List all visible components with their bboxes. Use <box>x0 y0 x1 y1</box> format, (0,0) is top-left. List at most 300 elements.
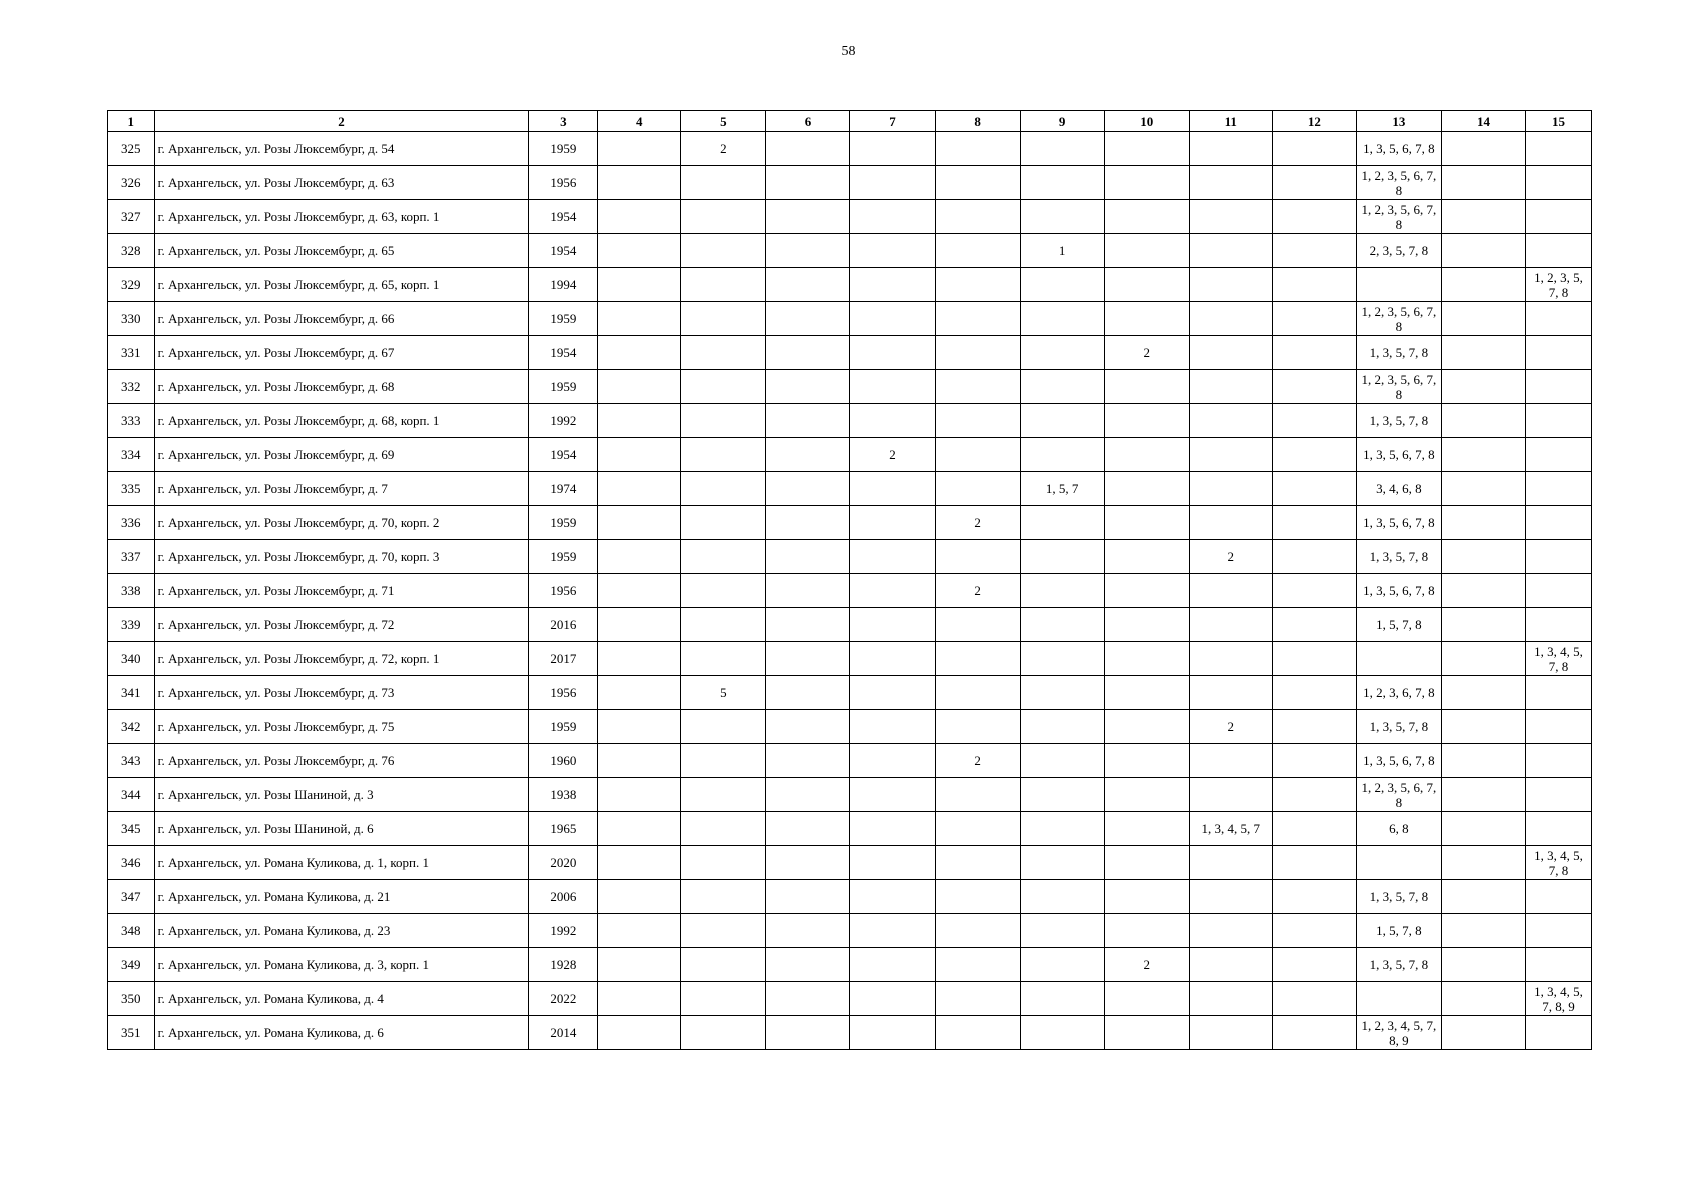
table-cell-col-13 <box>1356 642 1441 676</box>
table-cell-col-9 <box>1020 914 1104 948</box>
year-cell: 1959 <box>529 540 598 574</box>
column-header-11: 11 <box>1189 111 1272 132</box>
table-cell-col-6 <box>766 846 850 880</box>
table-cell-col-5 <box>681 302 766 336</box>
table-cell-col-4 <box>598 506 681 540</box>
table-cell-col-7 <box>850 778 935 812</box>
table-cell-col-8 <box>935 234 1020 268</box>
row-number-cell: 327 <box>108 200 155 234</box>
header-row <box>108 111 1592 132</box>
table-cell-col-4 <box>598 404 681 438</box>
table-row <box>108 948 1592 982</box>
table-cell-col-13 <box>1356 846 1441 880</box>
table-cell-col-5 <box>681 438 766 472</box>
table-cell-col-10 <box>1104 574 1189 608</box>
table-cell-col-11 <box>1189 744 1272 778</box>
table-cell-col-10 <box>1104 1016 1189 1050</box>
table-cell-col-5 <box>681 948 766 982</box>
table-cell-col-7 <box>850 1016 935 1050</box>
year-cell: 1956 <box>529 166 598 200</box>
table-cell-col-8 <box>935 676 1020 710</box>
table-cell-col-7 <box>850 642 935 676</box>
table-cell-col-8 <box>935 268 1020 302</box>
column-header-12: 12 <box>1272 111 1356 132</box>
table-cell-col-13: 1, 3, 5, 6, 7, 8 <box>1356 744 1441 778</box>
row-number-cell: 330 <box>108 302 155 336</box>
table-cell-col-14 <box>1441 982 1525 1016</box>
table-cell-col-4 <box>598 710 681 744</box>
row-number-cell: 328 <box>108 234 155 268</box>
table-cell-col-10 <box>1104 370 1189 404</box>
table-cell-col-8 <box>935 336 1020 370</box>
table-cell-col-13: 1, 3, 5, 7, 8 <box>1356 948 1441 982</box>
address-cell: г. Архангельск, ул. Розы Люксембург, д. 7 <box>154 472 529 506</box>
table-cell-col-12 <box>1272 166 1356 200</box>
row-number-cell: 348 <box>108 914 155 948</box>
table-cell-col-13: 3, 4, 6, 8 <box>1356 472 1441 506</box>
table-cell-col-7 <box>850 268 935 302</box>
column-header-10: 10 <box>1104 111 1189 132</box>
address-cell: г. Архангельск, ул. Розы Люксембург, д. 73 <box>154 676 529 710</box>
table-cell-col-8 <box>935 166 1020 200</box>
table-cell-col-11 <box>1189 132 1272 166</box>
table-cell-col-7 <box>850 234 935 268</box>
table-body <box>108 132 1592 1050</box>
table-cell-col-9 <box>1020 982 1104 1016</box>
table-cell-col-9 <box>1020 336 1104 370</box>
table-cell-col-5 <box>681 914 766 948</box>
table-cell-col-14 <box>1441 812 1525 846</box>
table-cell-col-4 <box>598 234 681 268</box>
table-row <box>108 404 1592 438</box>
row-number-cell: 339 <box>108 608 155 642</box>
table-cell-col-9 <box>1020 948 1104 982</box>
table-cell-col-9 <box>1020 166 1104 200</box>
table-cell-col-15 <box>1526 166 1592 200</box>
row-number-cell: 350 <box>108 982 155 1016</box>
table-cell-col-10 <box>1104 778 1189 812</box>
table-row <box>108 846 1592 880</box>
row-number-cell: 338 <box>108 574 155 608</box>
table-cell-col-6 <box>766 472 850 506</box>
table-row <box>108 438 1592 472</box>
year-cell: 2006 <box>529 880 598 914</box>
table-cell-col-10 <box>1104 540 1189 574</box>
table-cell-col-6 <box>766 880 850 914</box>
table-cell-col-10 <box>1104 642 1189 676</box>
table-cell-col-11 <box>1189 608 1272 642</box>
table-cell-col-4 <box>598 982 681 1016</box>
table-cell-col-14 <box>1441 370 1525 404</box>
table-cell-col-4 <box>598 370 681 404</box>
table-cell-col-8: 2 <box>935 506 1020 540</box>
table-row <box>108 302 1592 336</box>
table-cell-col-10 <box>1104 234 1189 268</box>
table-cell-col-11: 2 <box>1189 710 1272 744</box>
year-cell: 1956 <box>529 574 598 608</box>
table-cell-col-8 <box>935 846 1020 880</box>
row-number-cell: 337 <box>108 540 155 574</box>
table-cell-col-11 <box>1189 880 1272 914</box>
table-cell-col-10: 2 <box>1104 948 1189 982</box>
row-number-cell: 335 <box>108 472 155 506</box>
table-cell-col-5 <box>681 710 766 744</box>
table-cell-col-15 <box>1526 438 1592 472</box>
table-cell-col-15 <box>1526 914 1592 948</box>
table-cell-col-4 <box>598 676 681 710</box>
table-cell-col-13: 2, 3, 5, 7, 8 <box>1356 234 1441 268</box>
table-cell-col-9 <box>1020 404 1104 438</box>
table-cell-col-15 <box>1526 302 1592 336</box>
table-cell-col-14 <box>1441 846 1525 880</box>
table-cell-col-11 <box>1189 982 1272 1016</box>
table-cell-col-15 <box>1526 234 1592 268</box>
table-cell-col-7 <box>850 200 935 234</box>
table-cell-col-8 <box>935 302 1020 336</box>
table-cell-col-5 <box>681 268 766 302</box>
table-cell-col-8 <box>935 540 1020 574</box>
table-cell-col-11 <box>1189 234 1272 268</box>
table-cell-col-6 <box>766 540 850 574</box>
year-cell: 2022 <box>529 982 598 1016</box>
table-cell-col-9 <box>1020 1016 1104 1050</box>
column-header-6: 6 <box>766 111 850 132</box>
address-cell: г. Архангельск, ул. Розы Люксембург, д. 70, корп. 2 <box>154 506 529 540</box>
table-cell-col-4 <box>598 438 681 472</box>
table-cell-col-9 <box>1020 608 1104 642</box>
table-cell-col-15: 1, 3, 4, 5, 7, 8, 9 <box>1526 982 1592 1016</box>
table-cell-col-15 <box>1526 574 1592 608</box>
table-cell-col-14 <box>1441 506 1525 540</box>
column-header-14: 14 <box>1441 111 1525 132</box>
table-cell-col-11 <box>1189 166 1272 200</box>
table-cell-col-11 <box>1189 574 1272 608</box>
table-cell-col-15 <box>1526 404 1592 438</box>
table-cell-col-13: 1, 2, 3, 5, 6, 7, 8 <box>1356 200 1441 234</box>
table-cell-col-8 <box>935 948 1020 982</box>
table-cell-col-9 <box>1020 302 1104 336</box>
table-cell-col-15 <box>1526 608 1592 642</box>
table-cell-col-9 <box>1020 200 1104 234</box>
table-row <box>108 200 1592 234</box>
table-cell-col-11 <box>1189 676 1272 710</box>
table-cell-col-5 <box>681 336 766 370</box>
table-cell-col-14 <box>1441 642 1525 676</box>
table-cell-col-13: 1, 2, 3, 5, 6, 7, 8 <box>1356 302 1441 336</box>
table-cell-col-14 <box>1441 676 1525 710</box>
row-number-cell: 349 <box>108 948 155 982</box>
table-cell-col-14 <box>1441 268 1525 302</box>
table-cell-col-13: 1, 2, 3, 5, 6, 7, 8 <box>1356 778 1441 812</box>
table-cell-col-12 <box>1272 132 1356 166</box>
table-cell-col-5 <box>681 404 766 438</box>
table-cell-col-6 <box>766 132 850 166</box>
table-cell-col-13: 1, 2, 3, 4, 5, 7, 8, 9 <box>1356 1016 1441 1050</box>
table-cell-col-4 <box>598 948 681 982</box>
column-header-3: 3 <box>529 111 598 132</box>
year-cell: 2017 <box>529 642 598 676</box>
table-cell-col-8 <box>935 370 1020 404</box>
row-number-cell: 341 <box>108 676 155 710</box>
address-cell: г. Архангельск, ул. Розы Шаниной, д. 6 <box>154 812 529 846</box>
table-cell-col-5 <box>681 540 766 574</box>
row-number-cell: 325 <box>108 132 155 166</box>
table-cell-col-6 <box>766 948 850 982</box>
table-cell-col-11 <box>1189 472 1272 506</box>
table-cell-col-5 <box>681 812 766 846</box>
table-cell-col-11 <box>1189 336 1272 370</box>
table-cell-col-12 <box>1272 506 1356 540</box>
table-cell-col-6 <box>766 234 850 268</box>
table-cell-col-12 <box>1272 914 1356 948</box>
row-number-cell: 351 <box>108 1016 155 1050</box>
table-cell-col-11 <box>1189 1016 1272 1050</box>
table-cell-col-6 <box>766 608 850 642</box>
table-row <box>108 608 1592 642</box>
table-cell-col-6 <box>766 676 850 710</box>
table-cell-col-12 <box>1272 880 1356 914</box>
table-cell-col-6 <box>766 744 850 778</box>
table-cell-col-5 <box>681 744 766 778</box>
table-cell-col-15 <box>1526 336 1592 370</box>
row-number-cell: 342 <box>108 710 155 744</box>
table-cell-col-5 <box>681 642 766 676</box>
table-cell-col-15 <box>1526 710 1592 744</box>
table-cell-col-6 <box>766 1016 850 1050</box>
table-cell-col-15 <box>1526 132 1592 166</box>
table-cell-col-8 <box>935 812 1020 846</box>
table-cell-col-14 <box>1441 336 1525 370</box>
table-cell-col-9 <box>1020 812 1104 846</box>
table-cell-col-4 <box>598 880 681 914</box>
year-cell: 2016 <box>529 608 598 642</box>
table-cell-col-5 <box>681 982 766 1016</box>
table-cell-col-6 <box>766 642 850 676</box>
row-number-cell: 344 <box>108 778 155 812</box>
table-cell-col-10 <box>1104 200 1189 234</box>
table-cell-col-9: 1, 5, 7 <box>1020 472 1104 506</box>
table-cell-col-12 <box>1272 370 1356 404</box>
table-cell-col-14 <box>1441 472 1525 506</box>
table-cell-col-5 <box>681 778 766 812</box>
table-cell-col-7 <box>850 914 935 948</box>
table-cell-col-4 <box>598 166 681 200</box>
table-cell-col-6 <box>766 166 850 200</box>
table-cell-col-13: 1, 3, 5, 7, 8 <box>1356 336 1441 370</box>
table-cell-col-13: 1, 3, 5, 6, 7, 8 <box>1356 506 1441 540</box>
table-cell-col-4 <box>598 608 681 642</box>
address-cell: г. Архангельск, ул. Розы Люксембург, д. 63, корп. 1 <box>154 200 529 234</box>
table-row <box>108 336 1592 370</box>
year-cell: 1959 <box>529 132 598 166</box>
table-row <box>108 778 1592 812</box>
row-number-cell: 346 <box>108 846 155 880</box>
table-cell-col-14 <box>1441 914 1525 948</box>
table-cell-col-8 <box>935 200 1020 234</box>
table-cell-col-10 <box>1104 302 1189 336</box>
table-cell-col-15 <box>1526 880 1592 914</box>
address-cell: г. Архангельск, ул. Розы Люксембург, д. 72, корп. 1 <box>154 642 529 676</box>
table-cell-col-13: 1, 3, 5, 7, 8 <box>1356 880 1441 914</box>
row-number-cell: 333 <box>108 404 155 438</box>
table-cell-col-4 <box>598 268 681 302</box>
table-cell-col-13: 1, 3, 5, 7, 8 <box>1356 710 1441 744</box>
column-header-1: 1 <box>108 111 155 132</box>
table-cell-col-15 <box>1526 200 1592 234</box>
table-row <box>108 880 1592 914</box>
column-header-2: 2 <box>154 111 529 132</box>
table-cell-col-7 <box>850 608 935 642</box>
year-cell: 1954 <box>529 200 598 234</box>
table-cell-col-9 <box>1020 268 1104 302</box>
row-number-cell: 326 <box>108 166 155 200</box>
table-row <box>108 642 1592 676</box>
column-header-15: 15 <box>1526 111 1592 132</box>
year-cell: 1959 <box>529 506 598 540</box>
table-cell-col-6 <box>766 914 850 948</box>
table-cell-col-12 <box>1272 540 1356 574</box>
table-cell-col-9 <box>1020 778 1104 812</box>
address-cell: г. Архангельск, ул. Розы Люксембург, д. 68 <box>154 370 529 404</box>
table-cell-col-5: 2 <box>681 132 766 166</box>
address-cell: г. Архангельск, ул. Романа Куликова, д. 4 <box>154 982 529 1016</box>
table-cell-col-12 <box>1272 744 1356 778</box>
table-cell-col-4 <box>598 778 681 812</box>
table-cell-col-15: 1, 3, 4, 5, 7, 8 <box>1526 642 1592 676</box>
table-cell-col-14 <box>1441 438 1525 472</box>
table-cell-col-7 <box>850 132 935 166</box>
table-cell-col-4 <box>598 540 681 574</box>
table-row <box>108 472 1592 506</box>
table-cell-col-4 <box>598 574 681 608</box>
table-cell-col-7 <box>850 948 935 982</box>
table-row <box>108 166 1592 200</box>
table-cell-col-14 <box>1441 234 1525 268</box>
column-header-4: 4 <box>598 111 681 132</box>
table-cell-col-12 <box>1272 302 1356 336</box>
table-cell-col-6 <box>766 982 850 1016</box>
table-cell-col-14 <box>1441 880 1525 914</box>
table-cell-col-5 <box>681 166 766 200</box>
table-cell-col-12 <box>1272 336 1356 370</box>
year-cell: 1960 <box>529 744 598 778</box>
table-cell-col-14 <box>1441 200 1525 234</box>
table-cell-col-15 <box>1526 1016 1592 1050</box>
table-cell-col-5 <box>681 574 766 608</box>
address-cell: г. Архангельск, ул. Розы Шаниной, д. 3 <box>154 778 529 812</box>
year-cell: 1994 <box>529 268 598 302</box>
table-cell-col-6 <box>766 574 850 608</box>
table-cell-col-8 <box>935 880 1020 914</box>
table-cell-col-12 <box>1272 1016 1356 1050</box>
table-cell-col-8 <box>935 914 1020 948</box>
table-cell-col-13 <box>1356 268 1441 302</box>
table-cell-col-14 <box>1441 710 1525 744</box>
table-cell-col-12 <box>1272 846 1356 880</box>
table-cell-col-14 <box>1441 540 1525 574</box>
table-cell-col-12 <box>1272 200 1356 234</box>
table-cell-col-12 <box>1272 948 1356 982</box>
registry-table <box>107 110 1592 1050</box>
table-cell-col-6 <box>766 336 850 370</box>
table-cell-col-8 <box>935 608 1020 642</box>
table-cell-col-6 <box>766 710 850 744</box>
table-cell-col-8 <box>935 404 1020 438</box>
table-cell-col-4 <box>598 744 681 778</box>
table-cell-col-4 <box>598 336 681 370</box>
table-cell-col-8 <box>935 132 1020 166</box>
table-cell-col-9 <box>1020 880 1104 914</box>
table-cell-col-9 <box>1020 438 1104 472</box>
row-number-cell: 345 <box>108 812 155 846</box>
table-cell-col-13: 1, 3, 5, 6, 7, 8 <box>1356 438 1441 472</box>
table-cell-col-8 <box>935 438 1020 472</box>
table-cell-col-14 <box>1441 1016 1525 1050</box>
table-cell-col-4 <box>598 642 681 676</box>
table-cell-col-15 <box>1526 370 1592 404</box>
table-cell-col-15: 1, 3, 4, 5, 7, 8 <box>1526 846 1592 880</box>
table-cell-col-15 <box>1526 948 1592 982</box>
table-cell-col-13: 1, 3, 5, 6, 7, 8 <box>1356 132 1441 166</box>
table-cell-col-4 <box>598 132 681 166</box>
table-cell-col-9 <box>1020 744 1104 778</box>
table-cell-col-11 <box>1189 642 1272 676</box>
year-cell: 1959 <box>529 710 598 744</box>
table-cell-col-12 <box>1272 234 1356 268</box>
address-cell: г. Архангельск, ул. Розы Люксембург, д. 63 <box>154 166 529 200</box>
table-cell-col-10 <box>1104 914 1189 948</box>
column-header-5: 5 <box>681 111 766 132</box>
table-cell-col-10 <box>1104 404 1189 438</box>
address-cell: г. Архангельск, ул. Розы Люксембург, д. 76 <box>154 744 529 778</box>
address-cell: г. Архангельск, ул. Розы Люксембург, д. 69 <box>154 438 529 472</box>
table-cell-col-13 <box>1356 982 1441 1016</box>
address-cell: г. Архангельск, ул. Розы Люксембург, д. 68, корп. 1 <box>154 404 529 438</box>
table-cell-col-15 <box>1526 778 1592 812</box>
table-cell-col-9 <box>1020 846 1104 880</box>
table-cell-col-7 <box>850 982 935 1016</box>
table-cell-col-10 <box>1104 506 1189 540</box>
year-cell: 1954 <box>529 438 598 472</box>
table-cell-col-11 <box>1189 778 1272 812</box>
table-cell-col-5 <box>681 880 766 914</box>
table-cell-col-8 <box>935 472 1020 506</box>
table-row <box>108 812 1592 846</box>
table-cell-col-14 <box>1441 778 1525 812</box>
address-cell: г. Архангельск, ул. Розы Люксембург, д. 65, корп. 1 <box>154 268 529 302</box>
table-cell-col-12 <box>1272 710 1356 744</box>
table-cell-col-4 <box>598 200 681 234</box>
year-cell: 1954 <box>529 336 598 370</box>
table-cell-col-12 <box>1272 812 1356 846</box>
address-cell: г. Архангельск, ул. Романа Куликова, д. 1, корп. 1 <box>154 846 529 880</box>
table-cell-col-7 <box>850 404 935 438</box>
address-cell: г. Архангельск, ул. Розы Люксембург, д. 65 <box>154 234 529 268</box>
table-cell-col-10 <box>1104 880 1189 914</box>
table-cell-col-8 <box>935 778 1020 812</box>
table-cell-col-11 <box>1189 948 1272 982</box>
table-cell-col-14 <box>1441 744 1525 778</box>
year-cell: 1959 <box>529 370 598 404</box>
address-cell: г. Архангельск, ул. Розы Люксембург, д. 54 <box>154 132 529 166</box>
table-cell-col-6 <box>766 200 850 234</box>
table-cell-col-11 <box>1189 404 1272 438</box>
table-cell-col-11 <box>1189 200 1272 234</box>
table-cell-col-12 <box>1272 268 1356 302</box>
table-cell-col-11 <box>1189 302 1272 336</box>
year-cell: 1954 <box>529 234 598 268</box>
table-cell-col-14 <box>1441 404 1525 438</box>
